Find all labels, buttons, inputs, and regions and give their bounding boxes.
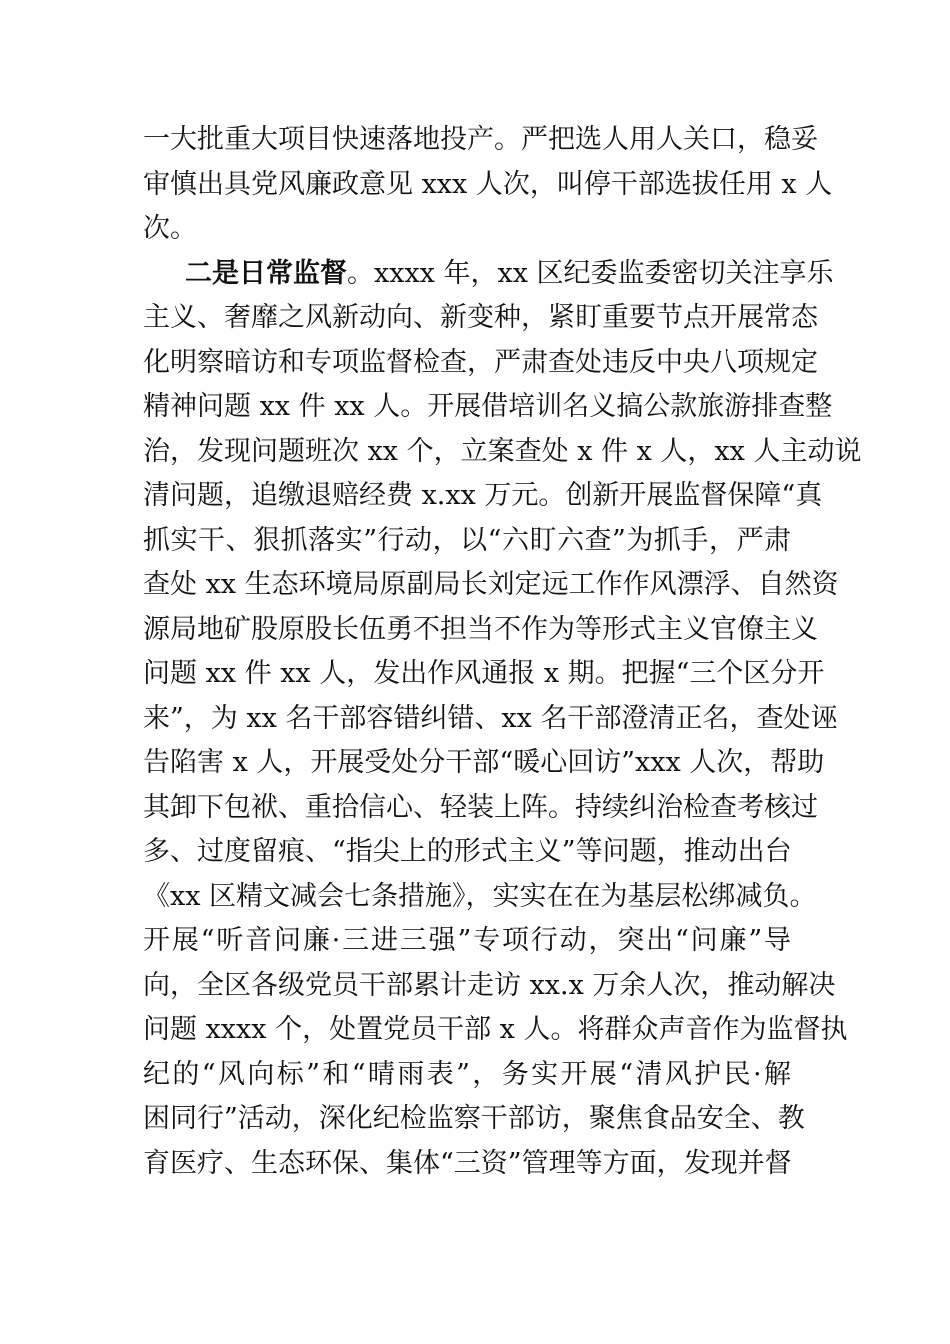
text-line: 纪的“风向标”和“晴雨表”，务实开展“清风护民·解 [143, 1058, 791, 1090]
text-line: 问题 xx 件 xx 人，发出作风通报 x 期。把握“三个区分开 [143, 658, 825, 689]
text-line: 一大批重大项目快速落地投产。严把选人用人关口，稳妥 [143, 124, 818, 155]
paragraph-1 [143, 118, 833, 252]
text-line: 问题 xxxx 个，处置党员干部 x 人。将群众声音作为监督执 [143, 1014, 848, 1045]
text-line: 向，全区各级党员干部累计走访 xx.x 万余人次，推动解决 [143, 969, 836, 1001]
section-heading: 二是日常监督 [185, 257, 347, 289]
text-line: 抓实干、狠抓落实”行动，以“六盯六查”为抓手，严肃 [143, 524, 791, 556]
paragraph-heading-line [143, 252, 834, 297]
text-line: 查处 xx 生态环境局原副局长刘定远工作作风漂浮、自然资 [143, 569, 839, 600]
text-line: 精神问题 xx 件 xx 人。开展借培训名义搞公款旅游排查整 [143, 391, 833, 422]
text-line: 多、过度留痕、“指尖上的形式主义”等问题，推动出台 [143, 836, 792, 867]
text-line: 化明察暗访和专项监督检查，严肃查处违反中央八项规定 [143, 346, 818, 378]
text-line: 《xx 区精文减会七条措施》，实实在在为基层松绑减负。 [143, 880, 817, 912]
text-line: 治，发现问题班次 xx 个，立案查处 x 件 x 人，xx 人主动说 [143, 435, 862, 467]
text-line: 来”，为 xx 名干部容错纠错、xx 名干部澄清正名，查处诬 [143, 702, 838, 734]
text-line: 次。 [143, 213, 197, 244]
text-line: 清问题，追缴退赔经费 x.xx 万元。创新开展监督保障“真 [143, 480, 823, 511]
text-line: 主义、奢靡之风新动向、新变种，紧盯重要节点开展常态 [143, 302, 818, 333]
paragraph-2 [143, 252, 862, 1187]
text-line: 告陷害 x 人，开展受处分干部“暖心回访”xxx 人次，帮助 [143, 747, 825, 778]
text-line: 源局地矿股原股长伍勇不担当不作为等形式主义官僚主义 [143, 613, 818, 645]
document-page [143, 118, 862, 1186]
text-line: 开展“听音问廉·三进三强”专项行动，突出“问廉”导 [143, 925, 791, 956]
text-line: 审慎出具党风廉政意见 xxx 人次，叫停干部选拔任用 x 人 [143, 168, 833, 200]
text-line: 其卸下包袱、重拾信心、轻装上阵。持续纠治检查考核过 [143, 791, 818, 823]
text-line: 育医疗、生态环保、集体“三资”管理等方面，发现并督 [143, 1147, 792, 1179]
heading-line-text: 。xxxx 年，xx 区纪委监委密切关注享乐 [347, 257, 834, 289]
text-line: 困同行”活动，深化纪检监察干部访，聚焦食品安全、教 [143, 1103, 805, 1134]
